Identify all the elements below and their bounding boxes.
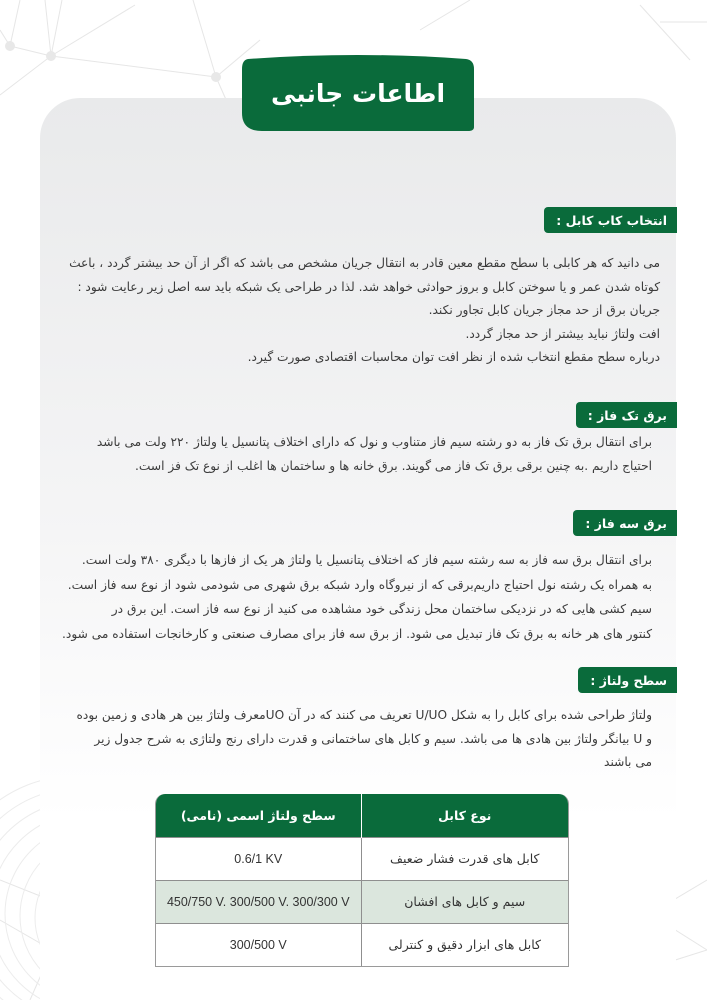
section-label-single-phase: برق تک فاز :: [576, 402, 677, 428]
paragraph-line: کنتور های هر خانه به برق تک فاز تبدیل می شود. از برق سه فاز برای مصارف صنعتی و کارخانجات استفاده می شود.: [62, 626, 652, 641]
paragraph-line: افت ولتاژ نباید بیشتر از حد مجاز گردد.: [465, 326, 660, 341]
table-cell-voltage: 450/750 V. 300/500 V. 300/300 V: [156, 880, 361, 923]
paragraph-line: جریان برق از حد مجاز جریان کابل تجاور نکند.: [428, 303, 660, 317]
paragraph-line: ولتاژ طراحی شده برای کابل را به شکل U/UO تعریف می کنند که در آن UOمعرف ولتاژ بین هر هادی و زمین بوده: [76, 708, 652, 722]
section-body-single-phase: [97, 431, 652, 478]
paragraph-line: کوتاه شدن عمر و یا سوختن کابل و بروز حوادثی خواهد شد. لذا در طراحی یک شبکه باید سه اصل زیر رعایت شود :: [77, 279, 660, 294]
table-cell-voltage: 0.6/1 KV: [156, 837, 361, 880]
page-title: اطاعات جانبی: [270, 78, 446, 108]
title-banner: [240, 55, 476, 131]
table-header-row: [156, 794, 568, 837]
section-label-voltage-level: سطح ولتاژ :: [578, 667, 677, 693]
voltage-level-table: [155, 794, 569, 967]
section-label-cable-selection: انتخاب کاب کابل :: [544, 207, 677, 233]
paragraph-line: احتیاج داریم .به چنین برقی برق تک فاز می گویند. برق خانه ها و ساختمان ها اغلب از نوع تک فز است.: [135, 458, 652, 473]
table-cell-voltage: 300/500 V: [156, 923, 361, 966]
paragraph-line: درباره سطح مقطع انتخاب شده از نظر افت توان محاسبات اقتصادی صورت گیرد.: [247, 350, 660, 364]
table-row: [156, 837, 568, 880]
section-body-three-phase: [62, 548, 652, 646]
paragraph-line: می دانید که هر کابلی با سطح مقطع معین قادر به انتقال جریان مشخص می باشد که اگر از آن حد بیشتر گردد ، باعث: [69, 256, 660, 270]
paragraph-line: به همراه یک رشته نول احتیاج داریم‌برقی که از نیروگاه وارد شبکه برق شهری می شودمی شود از نوع سه فاز است.: [67, 577, 652, 592]
paragraph-line: برای انتقال برق تک فاز به دو رشته سیم فاز متناوب و نول که دارای اختلاف پتانسیل یا ولتاژ ۲۲۰ ولت می باشد: [96, 435, 652, 449]
table-cell-cable-type: سیم و کابل های افشان: [361, 880, 568, 923]
paragraph-line: می باشند: [604, 755, 652, 769]
paragraph-line: سیم کشی هایی که در نزدیکی ساختمان محل زندگی خود مشاهده می کنید از نوع سه فاز است. این برق در: [111, 602, 652, 616]
table-header-nominal-voltage: سطح ولتاژ اسمی (نامی): [156, 794, 361, 837]
table-row: [156, 880, 568, 923]
paragraph-line: برای انتقال برق سه فاز به سه رشته سیم فاز که اختلاف پتانسیل یا ولتاژ هر یک از فازها با دیگری ۳۸۰ ولت است.: [81, 553, 652, 567]
section-label-three-phase: برق سه فاز :: [573, 510, 677, 536]
table-header-cable-type: نوع کابل: [361, 794, 568, 837]
paragraph-line: و U بیانگر ولتاژ بین هادی ها می باشد. سیم و کابل های ساختمانی و قدرت دارای رنج ولتاژی به شرح جدول زیر: [94, 731, 652, 746]
table-row: [156, 923, 568, 966]
table-cell-cable-type: کابل های ابزار دقیق و کنترلی: [361, 923, 568, 966]
table-cell-cable-type: کابل های قدرت فشار ضعیف: [361, 837, 568, 880]
section-body-cable-selection: [69, 252, 660, 370]
section-body-voltage-level: [77, 704, 652, 775]
